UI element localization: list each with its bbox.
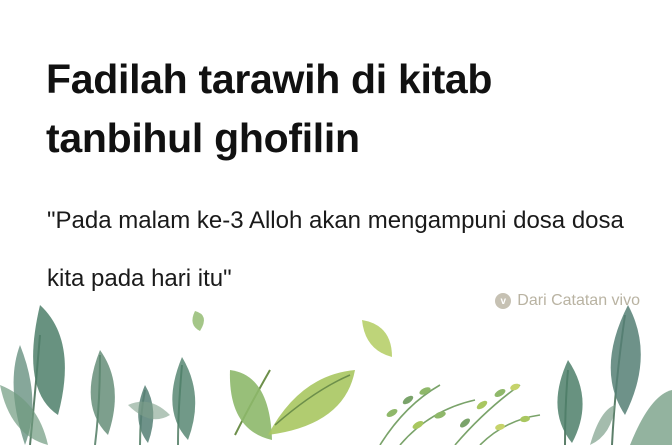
- note-title: Fadilah tarawih di kitab tanbihul ghofilin: [46, 56, 493, 161]
- left-leaf-cluster: [0, 305, 204, 445]
- center-leaf-cluster: [230, 320, 392, 440]
- vivo-logo-icon: v: [495, 293, 511, 309]
- right-leaf-cluster: [557, 305, 672, 445]
- note-body: "Pada malam ke-3 Alloh akan mengampuni dosa dosa kita pada hari itu": [47, 207, 624, 292]
- watermark-text: Dari Catatan vivo: [517, 292, 640, 309]
- leaf-decoration: [0, 295, 672, 445]
- right-sprigs: [380, 385, 540, 445]
